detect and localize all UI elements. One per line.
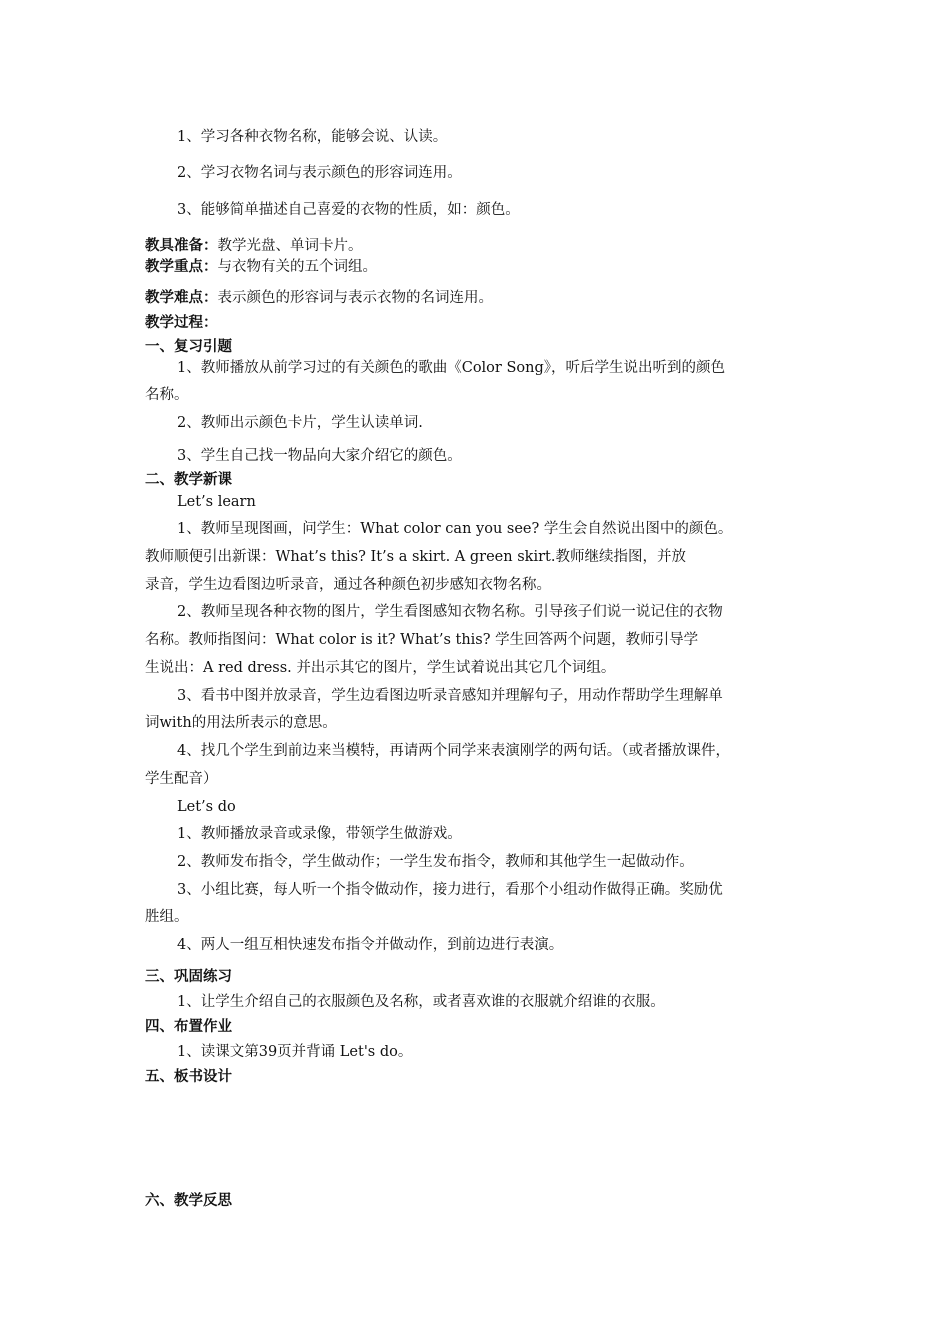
s2-d1: 1、教师播放录音或录像，带领学生做游戏。 [177, 826, 462, 842]
prep-label: 教具准备： [145, 238, 218, 254]
s1-line-3: 3、学生自己找一物品向大家介绍它的颜色。 [177, 448, 462, 464]
s4-line-1: 1、读课文第39页并背诵 Let's do。 [177, 1044, 413, 1060]
section-1-heading: 一、复习引题 [145, 339, 232, 355]
s2-p3a: 3、看书中图并放录音，学生边看图边听录音感知并理解句子，用动作帮助学生理解单 [177, 688, 723, 704]
s3-line-1: 1、让学生介绍自己的衣服颜色及名称，或者喜欢谁的衣服就介绍谁的衣服。 [177, 994, 665, 1010]
difficulty-line [145, 289, 493, 307]
s2-p1b: 教师顺便引出新课：What’s this? It’s a skirt. A green skirt.教师继续指图，并放 [145, 549, 686, 565]
s1-line-2: 2、教师出示颜色卡片，学生认读单词. [177, 415, 423, 431]
prep-text: 教学光盘、单词卡片。 [217, 238, 363, 254]
objective-1: 1、学习各种衣物名称，能够会说、认读。 [177, 129, 448, 145]
s2-d3b: 胜组。 [145, 909, 189, 925]
s2-d4: 4、两人一组互相快速发布指令并做动作，到前边进行表演。 [177, 937, 564, 953]
lets-do-title: Let’s do [177, 799, 236, 815]
s2-d3a: 3、小组比赛，每人听一个指令做动作，接力进行，看那个小组动作做得正确。奖励优 [177, 882, 723, 898]
prep-line [145, 237, 363, 255]
s2-p1a: 1、教师呈现图画，问学生：What color can you see? 学生会自然说出图中的颜色。 [177, 521, 733, 537]
s2-p2a: 2、教师呈现各种衣物的图片，学生看图感知衣物名称。引导孩子们说一说记住的衣物 [177, 604, 723, 620]
objective-2: 2、学习衣物名词与表示颜色的形容词连用。 [177, 165, 462, 181]
s1-line-1b: 名称。 [145, 387, 189, 403]
s2-p4a: 4、找几个学生到前边来当模特，再请两个同学来表演刚学的两句话。（或者播放课件， [177, 743, 730, 759]
difficulty-text: 表示颜色的形容词与表示衣物的名词连用。 [217, 290, 493, 306]
s2-p3b: 词with的用法所表示的意思。 [145, 715, 337, 731]
section-2-heading: 二、教学新课 [145, 472, 232, 488]
s2-d2: 2、教师发布指令，学生做动作；一学生发布指令，教师和其他学生一起做动作。 [177, 854, 694, 870]
objective-3: 3、能够简单描述自己喜爱的衣物的性质，如：颜色。 [177, 202, 520, 218]
section-4-heading: 四、布置作业 [145, 1019, 232, 1035]
section-5-heading: 五、板书设计 [145, 1069, 232, 1085]
section-3-heading: 三、巩固练习 [145, 969, 232, 985]
s2-p4b: 学生配音） [145, 771, 218, 787]
s2-p1c: 录音，学生边看图边听录音，通过各种颜色初步感知衣物名称。 [145, 577, 551, 593]
s2-p2b: 名称。教师指图问：What color is it? What’s this? 学生回答两个问题，教师引导学 [145, 632, 699, 648]
key-line [145, 258, 377, 276]
s2-p2c: 生说出：A red dress. 并出示其它的图片，学生试着说出其它几个词组。 [145, 660, 616, 676]
section-6-heading: 六、教学反思 [145, 1193, 232, 1209]
difficulty-label: 教学难点： [145, 290, 218, 306]
lets-learn-title: Let’s learn [177, 494, 256, 510]
key-text: 与衣物有关的五个词组。 [217, 259, 377, 275]
key-label: 教学重点： [145, 259, 218, 275]
process-heading: 教学过程： [145, 315, 218, 331]
s1-line-1a: 1、教师播放从前学习过的有关颜色的歌曲《Color Song》，听后学生说出听到的颜色 [177, 360, 725, 376]
